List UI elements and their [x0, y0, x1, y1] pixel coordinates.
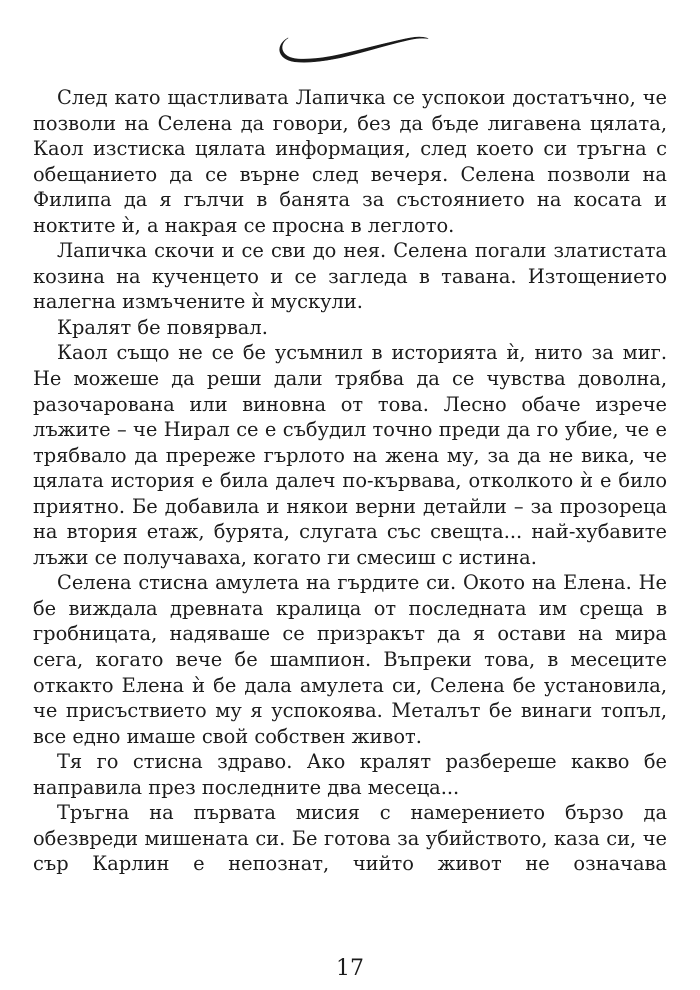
paragraph: Тръгна на първата мисия с намерението бързо да обезвреди мишената си. Бе готова за убийството, каза си, че сър Карлин е непознат, чийто живот не означава	[33, 801, 667, 876]
paragraph: Лапичка скочи и се сви до нея. Селена погали златистата козина на кученцето и се загледа в тавана. Изтощението налегна измъчените ѝ мускули.	[33, 239, 667, 314]
paragraph: След като щастливата Лапичка се успокои достатъчно, че позволи на Селена да говори, без да бъде лигавена цялата, Каол изстиска цялата информация, след което си тръгна с обещанието да се върне след вечеря. Селена позволи на Филипа да я гълчи в банята за състоянието на косата и ноктите ѝ, а накрая се просна в леглото.	[33, 86, 667, 237]
body-text	[33, 85, 667, 877]
paragraph: Тя го стисна здраво. Ако кралят разбереше какво бе направила през последните два месеца...	[33, 750, 667, 799]
paragraph: Кралят бе повярвал.	[57, 315, 268, 339]
paragraph: Селена стисна амулета на гърдите си. Окото на Елена. Не бе виждала древната кралица от последната им среща в гробницата, надяваше се призракът да я остави на мира сега, когато вече бе шампион. Въпреки това, в месеците откакто Елена ѝ бе дала амулета си, Селена бе установила, че присъствието му я успокоява. Металът бе винаги топъл, все едно имаше свой собствен живот.	[33, 571, 667, 748]
paragraph: Каол също не се бе усъмнил в историята ѝ, нито за миг. Не можеше да реши дали трябва да се чувства доволна, разочарована или виновна от това. Лесно обаче изрече лъжите – че Нирал се е събудил точно преди да го убие, че е трябвало да прережe гърлото на жена му, за да не вика, че цялата история е била далеч по-кървава, отколкото ѝ е било приятно. Бе добавила и някои верни детайли – за прозореца на втория етаж, бурята, слугата със свещта... най-хубавите лъжи се получаваха, когато ги смесиш с истина.	[33, 341, 667, 569]
page-number: 17	[336, 956, 364, 981]
flourish-ornament-icon	[272, 24, 432, 70]
